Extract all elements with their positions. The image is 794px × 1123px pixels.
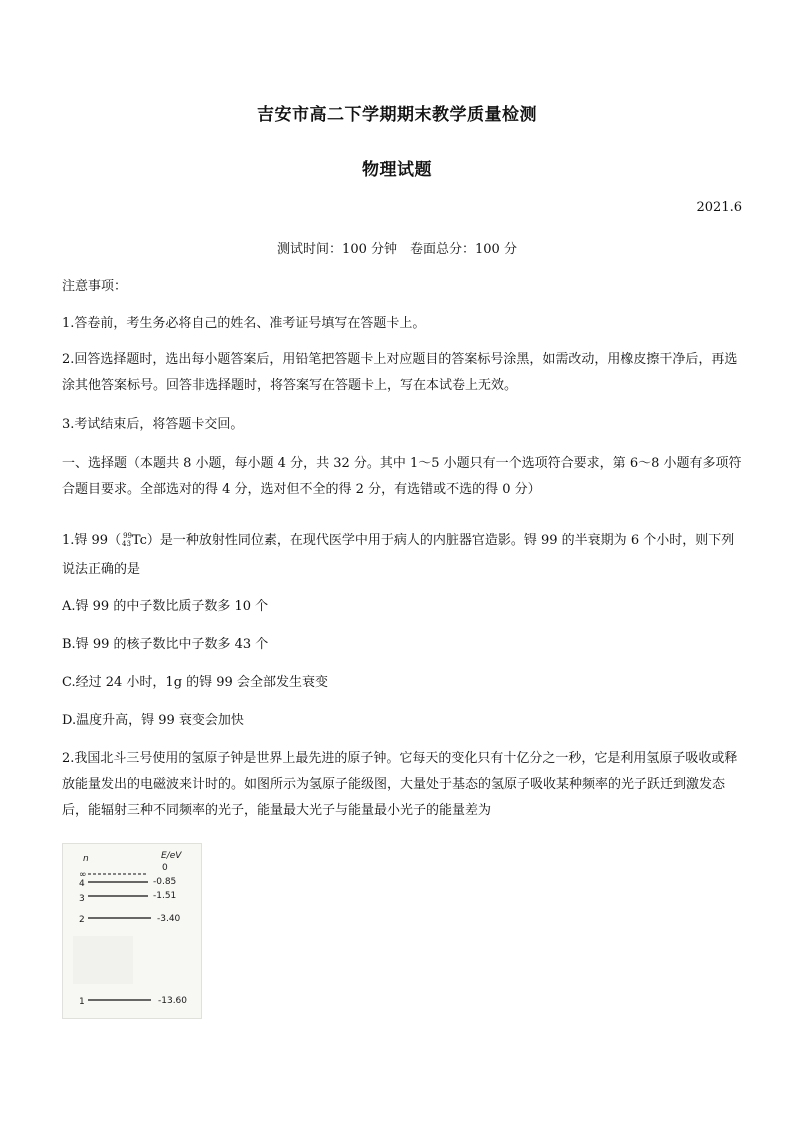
level-value-2: -3.40 — [157, 914, 181, 924]
question-1-option-c: C.经过 24 小时，1g 的锝 99 会全部发生衰变 — [62, 675, 328, 690]
question-1-option-a: A.锝 99 的中子数比质子数多 10 个 — [62, 599, 269, 614]
nuclide-symbol-technetium — [121, 533, 147, 548]
question-1-stem-before: 1.锝 99（ — [62, 533, 122, 548]
scan-bleed-through — [73, 936, 133, 984]
level-n-2: 2 — [79, 915, 85, 925]
level-value-3: -1.51 — [153, 891, 177, 901]
nuclide-mass-number: 99 — [123, 532, 132, 540]
exam-date: 2021.6 — [696, 200, 742, 215]
exam-title: 吉安市高二下学期期末教学质量检测 — [257, 105, 537, 125]
level-n-3: 3 — [79, 894, 85, 904]
question-1-option-b: B.锝 99 的核子数比中子数多 43 个 — [62, 637, 269, 652]
energy-axis-label: E/eV — [161, 851, 182, 861]
notice-item-3: 3.考试结束后，将答题卡交回。 — [62, 417, 244, 432]
level-n-4: 4 — [79, 879, 85, 889]
level-value-4: -0.85 — [153, 877, 177, 887]
subject-title: 物理试题 — [362, 160, 432, 180]
notice-heading: 注意事项： — [62, 279, 128, 294]
level-value-1: -13.60 — [158, 996, 188, 1006]
hydrogen-energy-level-diagram — [62, 843, 202, 1019]
n-axis-label: n — [83, 854, 89, 864]
question-2-stem: 2.我国北斗三号使用的氢原子钟是世界上最先进的原子钟。它每天的变化只有十亿分之一秒，它是利用氢原子吸收或释放能量发出的电磁波来计时的。如图所示为氢原子能级图，大量处于基态的氢原子吸收某种频率的光子跃迁到激发态后，能辐射三种不同频率的光子，能量最大光子与能量最小光子的能量差为 — [62, 751, 738, 818]
exam-meta: 测试时间：100 分钟 卷面总分：100 分 — [277, 242, 517, 257]
question-1-option-d: D.温度升高，锝 99 衰变会加快 — [62, 713, 244, 728]
level-n-infinity: ∞ — [79, 870, 87, 880]
level-value-infinity: 0 — [162, 863, 168, 873]
level-n-1: 1 — [79, 997, 85, 1007]
nuclide-atomic-number: 43 — [122, 540, 131, 548]
energy-level-svg — [63, 844, 201, 1018]
question-1-stem — [62, 523, 742, 583]
nuclide-element: Tc — [131, 533, 147, 548]
notice-item-2: 2.回答选择题时，选出每小题答案后，用铅笔把答题卡上对应题目的答案标号涂黑，如需改动，用橡皮擦干净后，再选涂其他答案标号。回答非选择题时，将答案写在答题卡上，写在本试卷上无效。 — [62, 352, 738, 393]
section-1-instruction: 一、选择题（本题共 8 小题，每小题 4 分，共 32 分。其中 1～5 小题只有一个选项符合要求，第 6～8 小题有多项符合题目要求。全部选对的得 4 分，选对但不全的得 2 分，有选错或不选的得 0 分） — [62, 456, 742, 497]
notice-item-1: 1.答卷前，考生务必将自己的姓名、准考证号填写在答题卡上。 — [62, 316, 426, 331]
question-1-stem-after: ）是一种放射性同位素，在现代医学中用于病人的内脏器官造影。锝 99 的半衰期为 6 个小时，则下列说法正确的是 — [62, 533, 735, 577]
